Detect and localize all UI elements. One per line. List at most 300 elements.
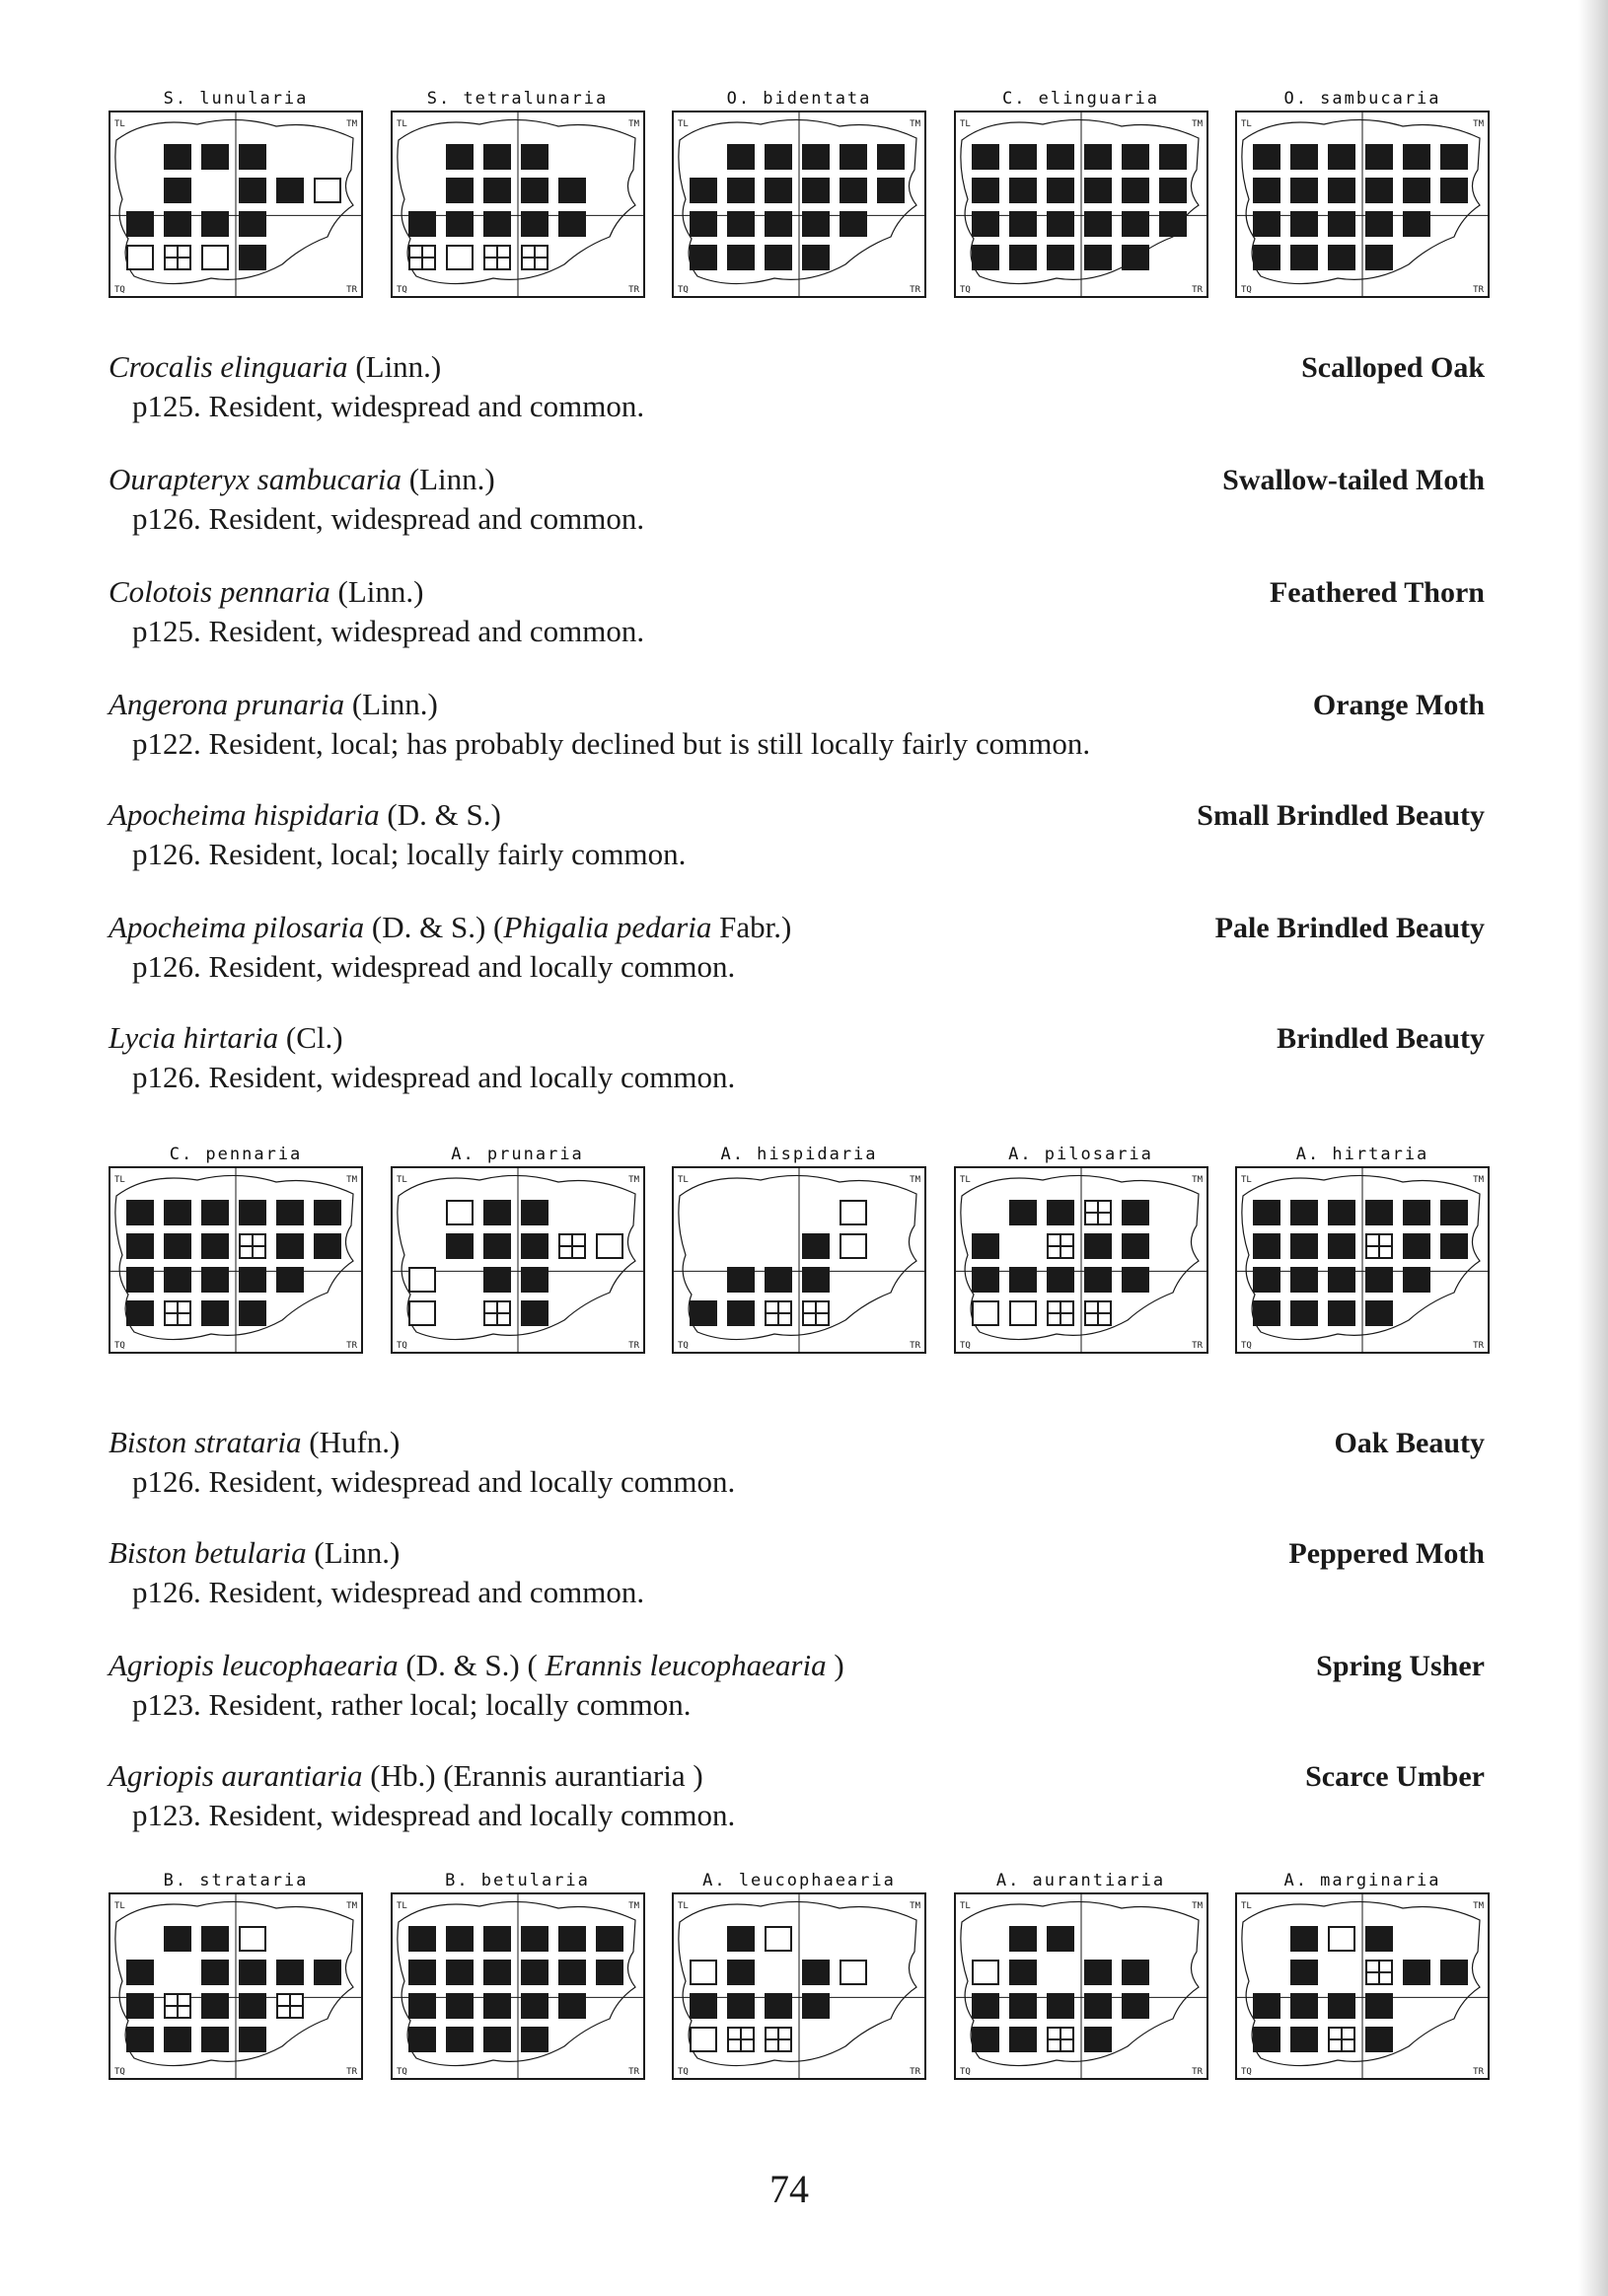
record-quartered-square: [1048, 2028, 1073, 2051]
grid-corner-label: TQ: [1241, 2067, 1252, 2077]
record-filled-square: [802, 144, 830, 170]
record-filled-square: [408, 1926, 436, 1952]
grid-corner-label: TL: [1241, 1901, 1252, 1911]
record-quartered-square: [559, 1234, 585, 1258]
record-filled-square: [1122, 1267, 1149, 1293]
record-open-square: [127, 246, 153, 269]
record-filled-square: [1253, 1300, 1280, 1326]
record-filled-square: [840, 178, 867, 203]
record-filled-square: [126, 1300, 154, 1326]
author: (Cl.): [278, 1020, 343, 1055]
map-grid: [109, 1166, 363, 1354]
record-filled-square: [1047, 1993, 1074, 2019]
record-filled-square: [1403, 1267, 1430, 1293]
grid-corner-label: TR: [1473, 1341, 1484, 1351]
record-filled-square: [690, 245, 717, 270]
record-filled-square: [1009, 1993, 1037, 2019]
record-filled-square: [1290, 1960, 1318, 1985]
record-filled-square: [1122, 1200, 1149, 1225]
record-filled-square: [1009, 245, 1037, 270]
record-filled-square: [201, 1200, 229, 1225]
author: (Linn.): [329, 574, 424, 609]
grid-corner-label: TM: [910, 119, 920, 129]
record-filled-square: [1365, 144, 1393, 170]
record-open-square: [240, 1927, 265, 1951]
record-filled-square: [558, 1960, 586, 1985]
distribution-map: [391, 87, 645, 298]
record-filled-square: [521, 1960, 548, 1985]
record-filled-square: [1122, 178, 1149, 203]
grid-corner-label: TQ: [114, 285, 125, 295]
record-filled-square: [483, 144, 511, 170]
record-filled-square: [727, 211, 755, 237]
map-label: B. strataria: [163, 1871, 309, 1890]
map-grid: [1235, 1892, 1490, 2080]
record-filled-square: [802, 1993, 830, 2019]
record-filled-square: [596, 1926, 623, 1952]
record-filled-square: [483, 211, 511, 237]
record-quartered-square: [165, 1994, 190, 2018]
record-open-square: [597, 1234, 622, 1258]
record-quartered-square: [766, 1301, 791, 1325]
record-quartered-square: [1085, 1301, 1111, 1325]
species-status: p125. Resident, widespread and common.: [132, 614, 645, 648]
record-filled-square: [1328, 245, 1355, 270]
record-filled-square: [690, 178, 717, 203]
record-filled-square: [1365, 211, 1393, 237]
distribution-map: [109, 1869, 363, 2080]
map-label: O. sambucaria: [1283, 89, 1441, 109]
grid-corner-label: TM: [346, 1901, 357, 1911]
distribution-map: [391, 1143, 645, 1354]
record-filled-square: [446, 178, 474, 203]
record-open-square: [1010, 1301, 1036, 1325]
record-filled-square: [314, 1200, 341, 1225]
record-filled-square: [239, 1267, 266, 1293]
species-status: p126. Resident, local; locally fairly common.: [132, 837, 687, 871]
record-filled-square: [1403, 1960, 1430, 1985]
record-open-square: [315, 179, 340, 202]
common-name: Scarce Umber: [1305, 1760, 1485, 1793]
record-filled-square: [802, 1233, 830, 1259]
author: (D. & S.): [379, 797, 501, 832]
map-grid: [954, 1166, 1208, 1354]
record-filled-square: [558, 1993, 586, 2019]
record-filled-square: [1009, 1926, 1037, 1952]
grid-corner-label: TR: [627, 285, 639, 295]
record-filled-square: [164, 211, 191, 237]
species-entry: [109, 685, 1485, 763]
scientific-name: Crocalis elinguaria: [109, 349, 348, 384]
species-status: p126. Resident, widespread and common.: [132, 501, 645, 536]
record-filled-square: [164, 144, 191, 170]
record-filled-square: [1047, 245, 1074, 270]
scientific-name: Biston betularia: [109, 1535, 307, 1570]
record-filled-square: [1084, 1267, 1112, 1293]
record-quartered-square: [1366, 1961, 1392, 1984]
author: (Hufn.): [301, 1425, 401, 1459]
record-quartered-square: [409, 246, 435, 269]
record-filled-square: [201, 1233, 229, 1259]
distribution-map: [1235, 87, 1490, 298]
grid-corner-label: TQ: [959, 285, 971, 295]
species-entry: [109, 1533, 1485, 1611]
record-filled-square: [1009, 1267, 1037, 1293]
record-filled-square: [1047, 1267, 1074, 1293]
species-entry: [109, 347, 1485, 425]
scientific-name: Agriopis leucophaearia: [109, 1648, 399, 1682]
grid-corner-label: TL: [1241, 1175, 1252, 1185]
record-filled-square: [690, 1300, 717, 1326]
record-filled-square: [1440, 144, 1468, 170]
species-entry: [109, 1018, 1485, 1096]
record-filled-square: [1084, 2027, 1112, 2052]
grid-corner-label: TL: [678, 1175, 689, 1185]
record-filled-square: [276, 1200, 304, 1225]
record-filled-square: [802, 211, 830, 237]
record-filled-square: [201, 1960, 229, 1985]
record-filled-square: [1122, 1233, 1149, 1259]
record-filled-square: [521, 211, 548, 237]
species-status: p126. Resident, widespread and locally common.: [132, 949, 736, 984]
record-filled-square: [201, 2027, 229, 2052]
page-edge-shadow: [1578, 0, 1608, 2296]
record-filled-square: [1290, 1993, 1318, 2019]
record-filled-square: [1253, 2027, 1280, 2052]
record-filled-square: [1365, 245, 1393, 270]
map-label: A. pilosaria: [1008, 1145, 1153, 1164]
species-status: p126. Resident, widespread and locally common.: [132, 1464, 736, 1499]
grid-corner-label: TQ: [396, 285, 407, 295]
record-filled-square: [1009, 211, 1037, 237]
common-name: Orange Moth: [1312, 689, 1485, 721]
record-filled-square: [1328, 178, 1355, 203]
record-filled-square: [239, 1993, 266, 2019]
map-label: S. lunularia: [163, 89, 309, 109]
map-label: A. hispidaria: [720, 1145, 878, 1164]
record-filled-square: [972, 2027, 999, 2052]
record-filled-square: [446, 2027, 474, 2052]
record-filled-square: [408, 2027, 436, 2052]
record-quartered-square: [484, 1301, 510, 1325]
record-open-square: [841, 1961, 866, 1984]
author: (D. & S.) (: [364, 910, 504, 944]
species-status: p123. Resident, widespread and locally common.: [132, 1798, 736, 1832]
grid-corner-label: TR: [910, 285, 920, 295]
record-filled-square: [972, 178, 999, 203]
record-filled-square: [1440, 178, 1468, 203]
record-filled-square: [126, 2027, 154, 2052]
map-row-1: [109, 87, 1490, 298]
record-filled-square: [521, 1926, 548, 1952]
record-filled-square: [802, 178, 830, 203]
grid-corner-label: TL: [396, 1175, 407, 1185]
map-label: A. prunaria: [451, 1145, 584, 1164]
record-filled-square: [201, 1993, 229, 2019]
record-filled-square: [521, 1200, 548, 1225]
grid-corner-label: TR: [346, 1341, 357, 1351]
record-open-square: [409, 1301, 435, 1325]
record-filled-square: [972, 1993, 999, 2019]
grid-corner-label: TM: [346, 1175, 357, 1185]
scientific-name: Agriopis aurantiaria: [109, 1758, 363, 1793]
grid-corner-label: TQ: [678, 285, 689, 295]
record-filled-square: [446, 144, 474, 170]
record-filled-square: [1253, 245, 1280, 270]
record-filled-square: [1403, 144, 1430, 170]
grid-corner-label: TQ: [1241, 1341, 1252, 1351]
record-filled-square: [1440, 1960, 1468, 1985]
record-filled-square: [483, 1267, 511, 1293]
record-filled-square: [1290, 1267, 1318, 1293]
map-grid: [391, 1892, 645, 2080]
record-filled-square: [1328, 1300, 1355, 1326]
record-filled-square: [1290, 1200, 1318, 1225]
record-filled-square: [877, 144, 905, 170]
record-filled-square: [201, 1267, 229, 1293]
record-filled-square: [1122, 1993, 1149, 2019]
record-filled-square: [727, 245, 755, 270]
synonym-name: Erannis leucophaearia: [545, 1648, 827, 1682]
record-filled-square: [1047, 178, 1074, 203]
grid-corner-label: TQ: [396, 1341, 407, 1351]
record-open-square: [691, 1961, 716, 1984]
grid-corner-label: TR: [627, 1341, 639, 1351]
record-filled-square: [408, 211, 436, 237]
record-quartered-square: [165, 1301, 190, 1325]
map-label: B. betularia: [445, 1871, 590, 1890]
common-name: Brindled Beauty: [1277, 1022, 1485, 1055]
record-filled-square: [1290, 1233, 1318, 1259]
author: (Hb.) (Erannis aurantiaria ): [362, 1758, 703, 1793]
map-grid: [391, 1166, 645, 1354]
record-filled-square: [239, 1300, 266, 1326]
record-filled-square: [596, 1960, 623, 1985]
record-filled-square: [239, 1960, 266, 1985]
synonym-author: ): [826, 1648, 844, 1682]
grid-corner-label: TM: [1473, 1901, 1484, 1911]
species-entry: [109, 908, 1485, 986]
record-filled-square: [765, 211, 792, 237]
grid-corner-label: TR: [910, 1341, 920, 1351]
record-filled-square: [1009, 144, 1037, 170]
record-filled-square: [1253, 211, 1280, 237]
record-filled-square: [483, 1960, 511, 1985]
scientific-name: Ourapteryx sambucaria: [109, 462, 402, 496]
record-filled-square: [840, 144, 867, 170]
record-filled-square: [521, 1993, 548, 2019]
map-label: A. leucophaearia: [702, 1871, 896, 1890]
record-filled-square: [201, 144, 229, 170]
map-label: C. elinguaria: [1001, 89, 1160, 109]
record-filled-square: [521, 1300, 548, 1326]
grid-corner-label: TR: [1473, 2067, 1484, 2077]
record-filled-square: [314, 1960, 341, 1985]
record-filled-square: [126, 1960, 154, 1985]
record-quartered-square: [165, 246, 190, 269]
record-filled-square: [521, 1233, 548, 1259]
record-filled-square: [483, 2027, 511, 2052]
record-open-square: [691, 2028, 716, 2051]
record-filled-square: [1290, 211, 1318, 237]
record-filled-square: [1047, 1926, 1074, 1952]
record-filled-square: [1084, 1233, 1112, 1259]
distribution-map: [109, 1143, 363, 1354]
record-filled-square: [483, 1993, 511, 2019]
record-quartered-square: [766, 2028, 791, 2051]
grid-corner-label: TL: [114, 119, 125, 129]
record-filled-square: [1328, 1200, 1355, 1225]
grid-corner-label: TQ: [396, 2067, 407, 2077]
record-quartered-square: [1329, 2028, 1354, 2051]
record-filled-square: [1365, 1993, 1393, 2019]
record-filled-square: [1084, 144, 1112, 170]
grid-corner-label: TL: [678, 1901, 689, 1911]
record-filled-square: [727, 178, 755, 203]
record-filled-square: [558, 211, 586, 237]
map-label: O. bidentata: [726, 89, 872, 109]
record-filled-square: [408, 1993, 436, 2019]
record-filled-square: [727, 1960, 755, 1985]
map-label: S. tetralunaria: [426, 89, 609, 109]
map-grid: [954, 1892, 1208, 2080]
record-filled-square: [239, 178, 266, 203]
record-filled-square: [1009, 1960, 1037, 1985]
grid-corner-label: TQ: [114, 1341, 125, 1351]
author: (Linn.): [306, 1535, 401, 1570]
species-entry: [109, 572, 1485, 650]
map-grid: [672, 1166, 926, 1354]
record-filled-square: [201, 211, 229, 237]
record-filled-square: [1328, 1267, 1355, 1293]
grid-corner-label: TQ: [678, 1341, 689, 1351]
record-filled-square: [802, 1267, 830, 1293]
map-grid: [109, 111, 363, 298]
record-filled-square: [802, 245, 830, 270]
record-filled-square: [1403, 178, 1430, 203]
record-filled-square: [201, 1300, 229, 1326]
grid-corner-label: TQ: [959, 2067, 971, 2077]
record-quartered-square: [1048, 1234, 1073, 1258]
record-filled-square: [239, 2027, 266, 2052]
species-entry: [109, 795, 1485, 873]
map-grid: [672, 1892, 926, 2080]
map-grid: [1235, 111, 1490, 298]
record-quartered-square: [728, 2028, 754, 2051]
record-filled-square: [690, 1993, 717, 2019]
record-filled-square: [1365, 2027, 1393, 2052]
record-filled-square: [1253, 178, 1280, 203]
record-filled-square: [1290, 245, 1318, 270]
record-filled-square: [201, 1926, 229, 1952]
record-filled-square: [972, 211, 999, 237]
common-name: Spring Usher: [1316, 1650, 1485, 1682]
map-label: C. pennaria: [169, 1145, 303, 1164]
record-filled-square: [239, 211, 266, 237]
species-status: p125. Resident, widespread and common.: [132, 389, 645, 423]
record-filled-square: [483, 1926, 511, 1952]
grid-corner-label: TM: [910, 1901, 920, 1911]
record-filled-square: [972, 1267, 999, 1293]
record-filled-square: [446, 211, 474, 237]
map-row-3: [109, 1869, 1490, 2080]
record-filled-square: [1253, 144, 1280, 170]
record-filled-square: [408, 1960, 436, 1985]
record-filled-square: [1122, 245, 1149, 270]
record-open-square: [447, 1201, 473, 1224]
record-filled-square: [765, 1267, 792, 1293]
record-filled-square: [727, 1926, 755, 1952]
map-label: A. hirtaria: [1295, 1145, 1429, 1164]
record-quartered-square: [484, 246, 510, 269]
common-name: Peppered Moth: [1288, 1537, 1485, 1570]
record-filled-square: [727, 1993, 755, 2019]
grid-corner-label: TR: [1191, 285, 1203, 295]
record-filled-square: [1365, 178, 1393, 203]
grid-corner-label: TR: [346, 2067, 357, 2077]
record-quartered-square: [1085, 1201, 1111, 1224]
scientific-name: Angerona prunaria: [109, 687, 345, 721]
record-filled-square: [1403, 1233, 1430, 1259]
record-filled-square: [1290, 1300, 1318, 1326]
distribution-map: [954, 87, 1208, 298]
record-filled-square: [1290, 144, 1318, 170]
grid-corner-label: TR: [1191, 2067, 1203, 2077]
common-name: Pale Brindled Beauty: [1214, 912, 1485, 944]
record-filled-square: [126, 1993, 154, 2019]
record-filled-square: [1047, 144, 1074, 170]
map-row-2: [109, 1143, 1490, 1354]
record-filled-square: [1009, 1200, 1037, 1225]
record-filled-square: [1009, 178, 1037, 203]
record-filled-square: [1159, 178, 1187, 203]
grid-corner-label: TQ: [114, 2067, 125, 2077]
record-filled-square: [126, 1200, 154, 1225]
record-filled-square: [1328, 1993, 1355, 2019]
record-filled-square: [1084, 1993, 1112, 2019]
map-grid: [109, 1892, 363, 2080]
grid-corner-label: TL: [959, 1901, 971, 1911]
record-filled-square: [164, 1267, 191, 1293]
common-name: Small Brindled Beauty: [1197, 799, 1485, 832]
grid-corner-label: TM: [346, 119, 357, 129]
grid-corner-label: TM: [627, 119, 639, 129]
common-name: Feathered Thorn: [1269, 576, 1485, 609]
record-filled-square: [765, 1993, 792, 2019]
record-filled-square: [1084, 1960, 1112, 1985]
record-filled-square: [1440, 1200, 1468, 1225]
record-filled-square: [558, 1926, 586, 1952]
record-filled-square: [1047, 211, 1074, 237]
record-filled-square: [1009, 2027, 1037, 2052]
record-filled-square: [1253, 1993, 1280, 2019]
record-filled-square: [1365, 1267, 1393, 1293]
record-filled-square: [765, 144, 792, 170]
author: (D. & S.) (: [398, 1648, 546, 1682]
record-filled-square: [314, 1233, 341, 1259]
distribution-map: [672, 1143, 926, 1354]
distribution-map: [391, 1869, 645, 2080]
grid-corner-label: TR: [1191, 1341, 1203, 1351]
record-filled-square: [727, 1300, 755, 1326]
record-filled-square: [877, 178, 905, 203]
grid-corner-label: TR: [910, 2067, 920, 2077]
record-quartered-square: [803, 1301, 829, 1325]
grid-corner-label: TL: [396, 119, 407, 129]
record-filled-square: [126, 1267, 154, 1293]
record-filled-square: [276, 1267, 304, 1293]
species-entry: [109, 1423, 1485, 1501]
